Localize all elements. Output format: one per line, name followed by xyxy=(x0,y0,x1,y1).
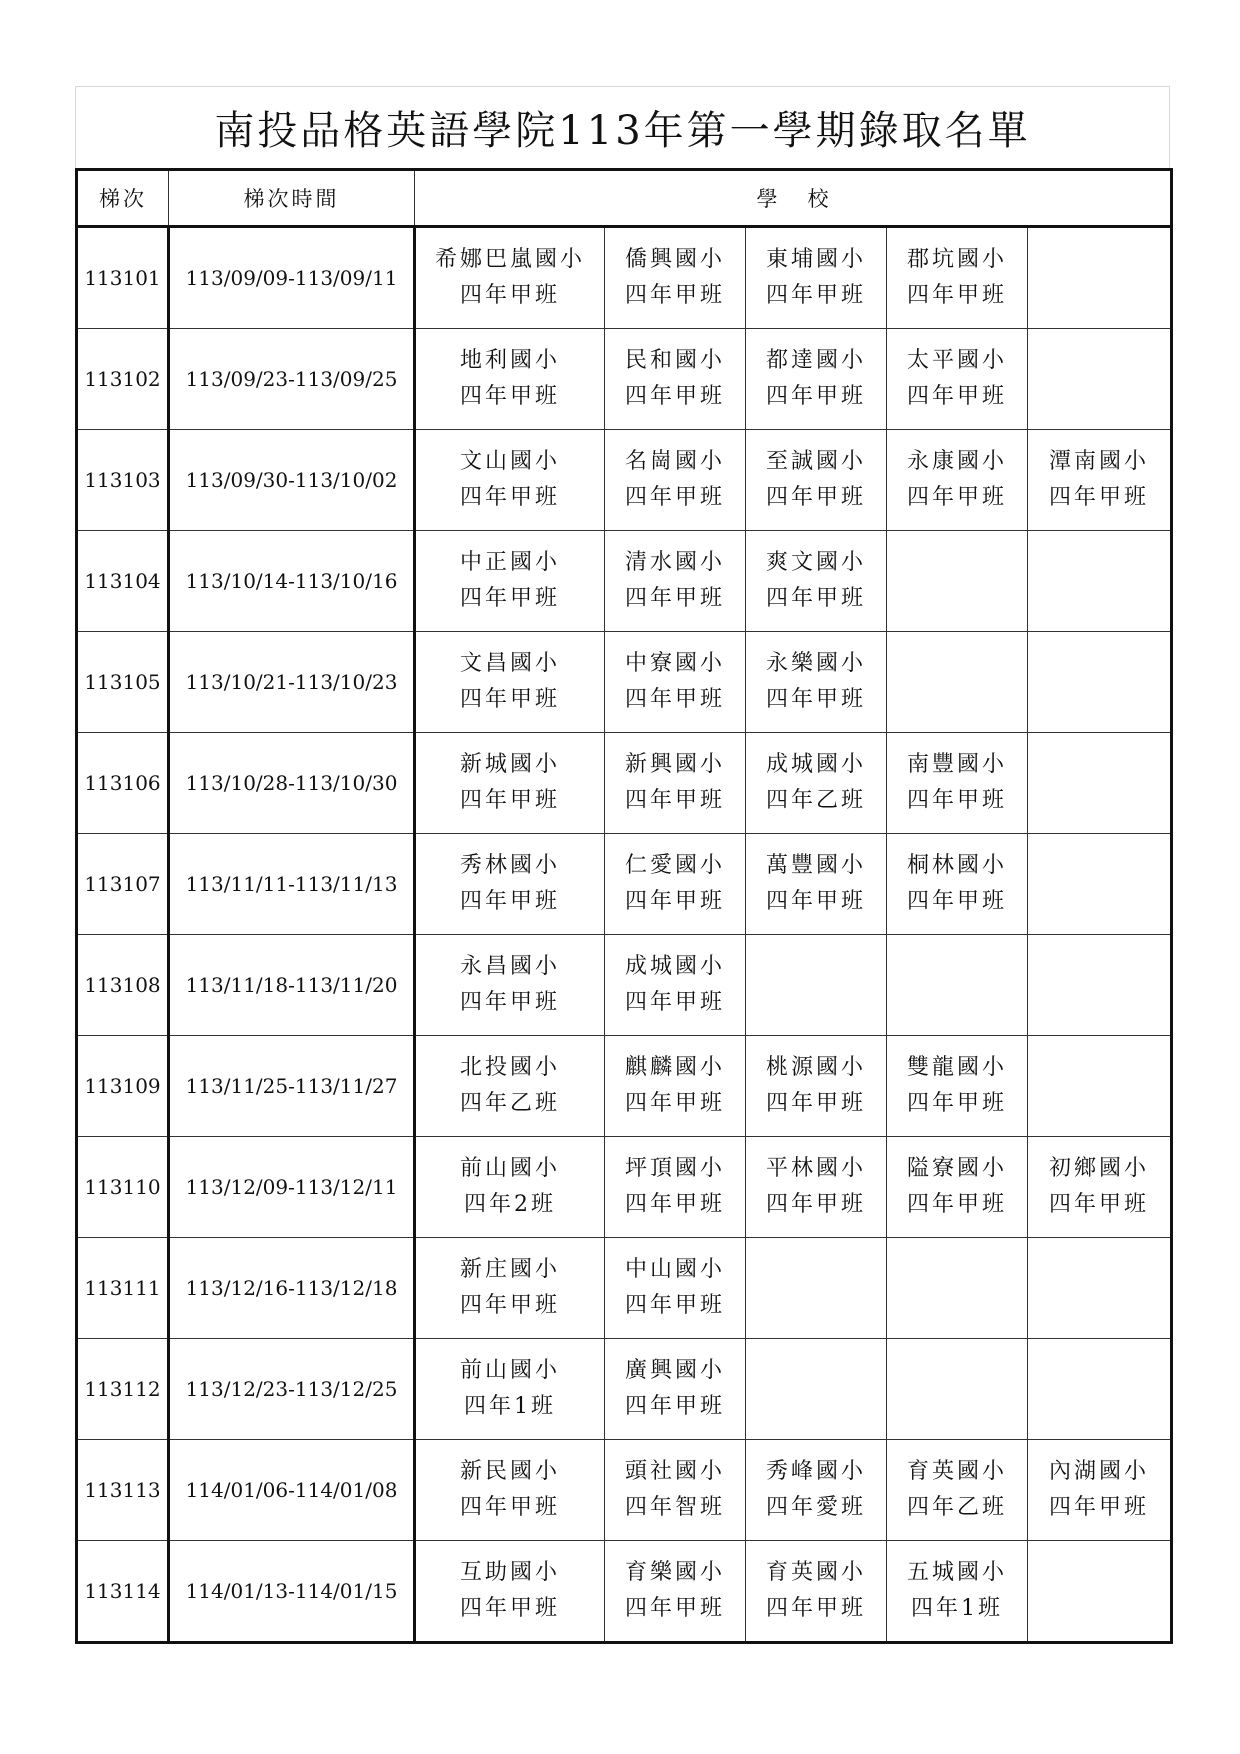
school-name: 潭南國小 xyxy=(1049,449,1150,474)
class-name: 四年甲班 xyxy=(906,283,1007,308)
table-row xyxy=(77,935,1172,1036)
school-cell xyxy=(1028,935,1172,1036)
batch-date-cell: 113/09/23-113/09/25 xyxy=(169,329,415,430)
school-cell xyxy=(746,733,887,834)
table-row xyxy=(77,1440,1172,1541)
title-box xyxy=(75,86,1170,168)
batch-code-cell: 113105 xyxy=(77,632,169,733)
school-name: 郡坑國小 xyxy=(906,247,1007,272)
school-name: 北投國小 xyxy=(459,1055,560,1080)
school-cell xyxy=(415,1440,605,1541)
table-row xyxy=(77,733,1172,834)
batch-date-cell: 113/10/14-113/10/16 xyxy=(169,531,415,632)
class-name: 四年甲班 xyxy=(459,1596,560,1621)
class-name: 四年甲班 xyxy=(624,889,725,914)
class-name: 四年甲班 xyxy=(459,485,560,510)
class-name: 四年甲班 xyxy=(624,687,725,712)
class-name: 四年甲班 xyxy=(624,1293,725,1318)
batch-date-cell: 113/11/25-113/11/27 xyxy=(169,1036,415,1137)
school-cell xyxy=(605,1339,746,1440)
table-row xyxy=(77,329,1172,430)
school-cell xyxy=(415,935,605,1036)
class-name: 四年甲班 xyxy=(624,1192,725,1217)
table-row xyxy=(77,1541,1172,1643)
school-name: 東埔國小 xyxy=(765,247,866,272)
class-name: 四年乙班 xyxy=(765,788,866,813)
class-name: 四年甲班 xyxy=(1049,1495,1150,1520)
school-cell xyxy=(746,531,887,632)
batch-code-cell: 113106 xyxy=(77,733,169,834)
class-name: 四年甲班 xyxy=(765,1192,866,1217)
batch-date-cell: 113/11/18-113/11/20 xyxy=(169,935,415,1036)
batch-code-cell: 113114 xyxy=(77,1541,169,1643)
class-name: 四年甲班 xyxy=(1049,485,1150,510)
table-row xyxy=(77,430,1172,531)
school-cell xyxy=(746,1541,887,1643)
class-name: 四年乙班 xyxy=(459,1091,560,1116)
school-name: 永樂國小 xyxy=(765,651,866,676)
school-name: 內湖國小 xyxy=(1049,1459,1150,1484)
school-cell xyxy=(415,1137,605,1238)
school-cell xyxy=(605,1238,746,1339)
class-name: 四年1班 xyxy=(911,1596,1003,1621)
school-name: 互助國小 xyxy=(459,1560,560,1585)
batch-code-cell: 113112 xyxy=(77,1339,169,1440)
class-name: 四年甲班 xyxy=(624,1091,725,1116)
school-cell xyxy=(605,1036,746,1137)
school-cell xyxy=(887,935,1028,1036)
school-cell xyxy=(746,430,887,531)
school-name: 前山國小 xyxy=(459,1156,560,1181)
school-cell xyxy=(1028,632,1172,733)
school-cell xyxy=(415,1238,605,1339)
class-name: 四年甲班 xyxy=(765,586,866,611)
school-name: 文山國小 xyxy=(459,449,560,474)
school-name: 育英國小 xyxy=(906,1459,1007,1484)
batch-date-cell: 113/09/09-113/09/11 xyxy=(169,227,415,329)
class-name: 四年甲班 xyxy=(1049,1192,1150,1217)
school-name: 雙龍國小 xyxy=(906,1055,1007,1080)
school-cell xyxy=(746,227,887,329)
school-cell xyxy=(1028,733,1172,834)
class-name: 四年甲班 xyxy=(459,687,560,712)
school-cell xyxy=(415,632,605,733)
school-name: 育英國小 xyxy=(765,1560,866,1585)
school-cell xyxy=(887,1440,1028,1541)
school-name: 新城國小 xyxy=(459,752,560,777)
class-name: 四年甲班 xyxy=(459,1495,560,1520)
class-name: 四年乙班 xyxy=(906,1495,1007,1520)
header-school: 學校 xyxy=(415,170,1172,227)
class-name: 四年甲班 xyxy=(906,384,1007,409)
school-name: 育樂國小 xyxy=(624,1560,725,1585)
school-cell xyxy=(605,531,746,632)
class-name: 四年甲班 xyxy=(624,283,725,308)
class-name: 四年甲班 xyxy=(459,990,560,1015)
school-cell xyxy=(605,834,746,935)
school-cell xyxy=(1028,1137,1172,1238)
batch-code-cell: 113102 xyxy=(77,329,169,430)
school-cell xyxy=(415,227,605,329)
school-name: 中正國小 xyxy=(459,550,560,575)
table-header-row xyxy=(77,170,1172,227)
school-cell xyxy=(887,834,1028,935)
school-name: 新興國小 xyxy=(624,752,725,777)
school-name: 成城國小 xyxy=(624,954,725,979)
class-name: 四年甲班 xyxy=(765,1596,866,1621)
school-cell xyxy=(746,1036,887,1137)
roster-sheet xyxy=(75,86,1170,1644)
school-cell xyxy=(1028,1339,1172,1440)
school-cell xyxy=(605,1137,746,1238)
batch-code-cell: 113113 xyxy=(77,1440,169,1541)
school-cell xyxy=(415,430,605,531)
school-cell xyxy=(887,1541,1028,1643)
class-name: 四年甲班 xyxy=(765,384,866,409)
school-name: 秀峰國小 xyxy=(765,1459,866,1484)
class-name: 四年愛班 xyxy=(765,1495,866,1520)
header-code: 梯次 xyxy=(77,170,169,227)
school-cell xyxy=(746,1137,887,1238)
school-cell xyxy=(887,1238,1028,1339)
school-cell xyxy=(1028,1036,1172,1137)
table-row xyxy=(77,531,1172,632)
school-cell xyxy=(605,935,746,1036)
school-name: 清水國小 xyxy=(624,550,725,575)
school-cell xyxy=(605,632,746,733)
class-name: 四年甲班 xyxy=(906,1192,1007,1217)
batch-date-cell: 114/01/06-114/01/08 xyxy=(169,1440,415,1541)
class-name: 四年甲班 xyxy=(459,283,560,308)
table-row xyxy=(77,1137,1172,1238)
school-name: 永康國小 xyxy=(906,449,1007,474)
school-name: 僑興國小 xyxy=(624,247,725,272)
class-name: 四年甲班 xyxy=(624,788,725,813)
batch-date-cell: 113/11/11-113/11/13 xyxy=(169,834,415,935)
class-name: 四年甲班 xyxy=(624,1596,725,1621)
school-name: 希娜巴嵐國小 xyxy=(434,247,585,272)
school-cell xyxy=(415,329,605,430)
school-cell xyxy=(887,430,1028,531)
school-cell xyxy=(605,430,746,531)
school-name: 初鄉國小 xyxy=(1049,1156,1150,1181)
class-name: 四年甲班 xyxy=(906,1091,1007,1116)
school-cell xyxy=(605,329,746,430)
page-title: 南投品格英語學院113年第一學期錄取名單 xyxy=(214,108,1031,154)
school-name: 桐林國小 xyxy=(906,853,1007,878)
class-name: 四年智班 xyxy=(624,1495,725,1520)
class-name: 四年甲班 xyxy=(765,283,866,308)
school-cell xyxy=(887,632,1028,733)
batch-date-cell: 113/12/23-113/12/25 xyxy=(169,1339,415,1440)
class-name: 四年甲班 xyxy=(624,990,725,1015)
school-name: 坪頂國小 xyxy=(624,1156,725,1181)
header-date: 梯次時間 xyxy=(169,170,415,227)
batch-code-cell: 113111 xyxy=(77,1238,169,1339)
school-cell xyxy=(887,733,1028,834)
school-cell xyxy=(1028,1440,1172,1541)
school-cell xyxy=(415,733,605,834)
school-name: 秀林國小 xyxy=(459,853,560,878)
school-name: 名崗國小 xyxy=(624,449,725,474)
class-name: 四年甲班 xyxy=(624,384,725,409)
school-cell xyxy=(746,834,887,935)
school-name: 至誠國小 xyxy=(765,449,866,474)
batch-date-cell: 113/12/16-113/12/18 xyxy=(169,1238,415,1339)
table-row xyxy=(77,1339,1172,1440)
school-cell xyxy=(415,1541,605,1643)
class-name: 四年甲班 xyxy=(459,1293,560,1318)
school-cell xyxy=(887,1137,1028,1238)
batch-code-cell: 113108 xyxy=(77,935,169,1036)
batch-date-cell: 113/10/28-113/10/30 xyxy=(169,733,415,834)
table-row xyxy=(77,632,1172,733)
school-cell xyxy=(1028,329,1172,430)
school-cell xyxy=(746,1440,887,1541)
school-cell xyxy=(746,1238,887,1339)
school-name: 成城國小 xyxy=(765,752,866,777)
school-cell xyxy=(746,1339,887,1440)
school-cell xyxy=(605,733,746,834)
school-cell xyxy=(1028,1238,1172,1339)
batch-date-cell: 114/01/13-114/01/15 xyxy=(169,1541,415,1643)
class-name: 四年甲班 xyxy=(906,485,1007,510)
school-cell xyxy=(1028,1541,1172,1643)
school-name: 永昌國小 xyxy=(459,954,560,979)
school-name: 廣興國小 xyxy=(624,1358,725,1383)
school-name: 中山國小 xyxy=(624,1257,725,1282)
school-name: 頭社國小 xyxy=(624,1459,725,1484)
school-cell xyxy=(887,227,1028,329)
school-name: 爽文國小 xyxy=(765,550,866,575)
batch-code-cell: 113107 xyxy=(77,834,169,935)
school-name: 新庄國小 xyxy=(459,1257,560,1282)
school-cell xyxy=(1028,834,1172,935)
school-cell xyxy=(746,935,887,1036)
table-row xyxy=(77,227,1172,329)
school-cell xyxy=(887,1339,1028,1440)
batch-date-cell: 113/09/30-113/10/02 xyxy=(169,430,415,531)
batch-code-cell: 113109 xyxy=(77,1036,169,1137)
table-row xyxy=(77,1036,1172,1137)
class-name: 四年甲班 xyxy=(459,384,560,409)
school-name: 桃源國小 xyxy=(765,1055,866,1080)
roster-table xyxy=(75,168,1173,1644)
school-cell xyxy=(605,227,746,329)
class-name: 四年甲班 xyxy=(459,788,560,813)
batch-date-cell: 113/12/09-113/12/11 xyxy=(169,1137,415,1238)
school-name: 新民國小 xyxy=(459,1459,560,1484)
school-cell xyxy=(746,632,887,733)
school-name: 中寮國小 xyxy=(624,651,725,676)
class-name: 四年甲班 xyxy=(765,485,866,510)
school-name: 南豐國小 xyxy=(906,752,1007,777)
class-name: 四年甲班 xyxy=(765,687,866,712)
school-cell xyxy=(746,329,887,430)
school-cell xyxy=(415,1036,605,1137)
class-name: 四年甲班 xyxy=(624,1394,725,1419)
class-name: 四年甲班 xyxy=(459,586,560,611)
class-name: 四年1班 xyxy=(464,1394,556,1419)
school-name: 地利國小 xyxy=(459,348,560,373)
school-cell xyxy=(605,1541,746,1643)
school-name: 民和國小 xyxy=(624,348,725,373)
school-cell xyxy=(415,531,605,632)
school-cell xyxy=(415,1339,605,1440)
class-name: 四年甲班 xyxy=(624,485,725,510)
school-name: 隘寮國小 xyxy=(906,1156,1007,1181)
school-cell xyxy=(1028,227,1172,329)
school-name: 五城國小 xyxy=(906,1560,1007,1585)
school-cell xyxy=(887,329,1028,430)
school-name: 麒麟國小 xyxy=(624,1055,725,1080)
school-cell xyxy=(605,1440,746,1541)
school-cell xyxy=(1028,430,1172,531)
school-cell xyxy=(1028,531,1172,632)
batch-code-cell: 113101 xyxy=(77,227,169,329)
class-name: 四年2班 xyxy=(464,1192,556,1217)
class-name: 四年甲班 xyxy=(459,889,560,914)
table-row xyxy=(77,1238,1172,1339)
school-cell xyxy=(887,1036,1028,1137)
class-name: 四年甲班 xyxy=(906,788,1007,813)
school-name: 萬豐國小 xyxy=(765,853,866,878)
class-name: 四年甲班 xyxy=(906,889,1007,914)
batch-code-cell: 113110 xyxy=(77,1137,169,1238)
class-name: 四年甲班 xyxy=(765,1091,866,1116)
school-name: 前山國小 xyxy=(459,1358,560,1383)
school-name: 仁愛國小 xyxy=(624,853,725,878)
table-row xyxy=(77,834,1172,935)
batch-code-cell: 113103 xyxy=(77,430,169,531)
batch-code-cell: 113104 xyxy=(77,531,169,632)
school-cell xyxy=(887,531,1028,632)
batch-date-cell: 113/10/21-113/10/23 xyxy=(169,632,415,733)
class-name: 四年甲班 xyxy=(624,586,725,611)
school-cell xyxy=(415,834,605,935)
class-name: 四年甲班 xyxy=(765,889,866,914)
school-name: 文昌國小 xyxy=(459,651,560,676)
school-name: 平林國小 xyxy=(765,1156,866,1181)
school-name: 都達國小 xyxy=(765,348,866,373)
school-name: 太平國小 xyxy=(906,348,1007,373)
